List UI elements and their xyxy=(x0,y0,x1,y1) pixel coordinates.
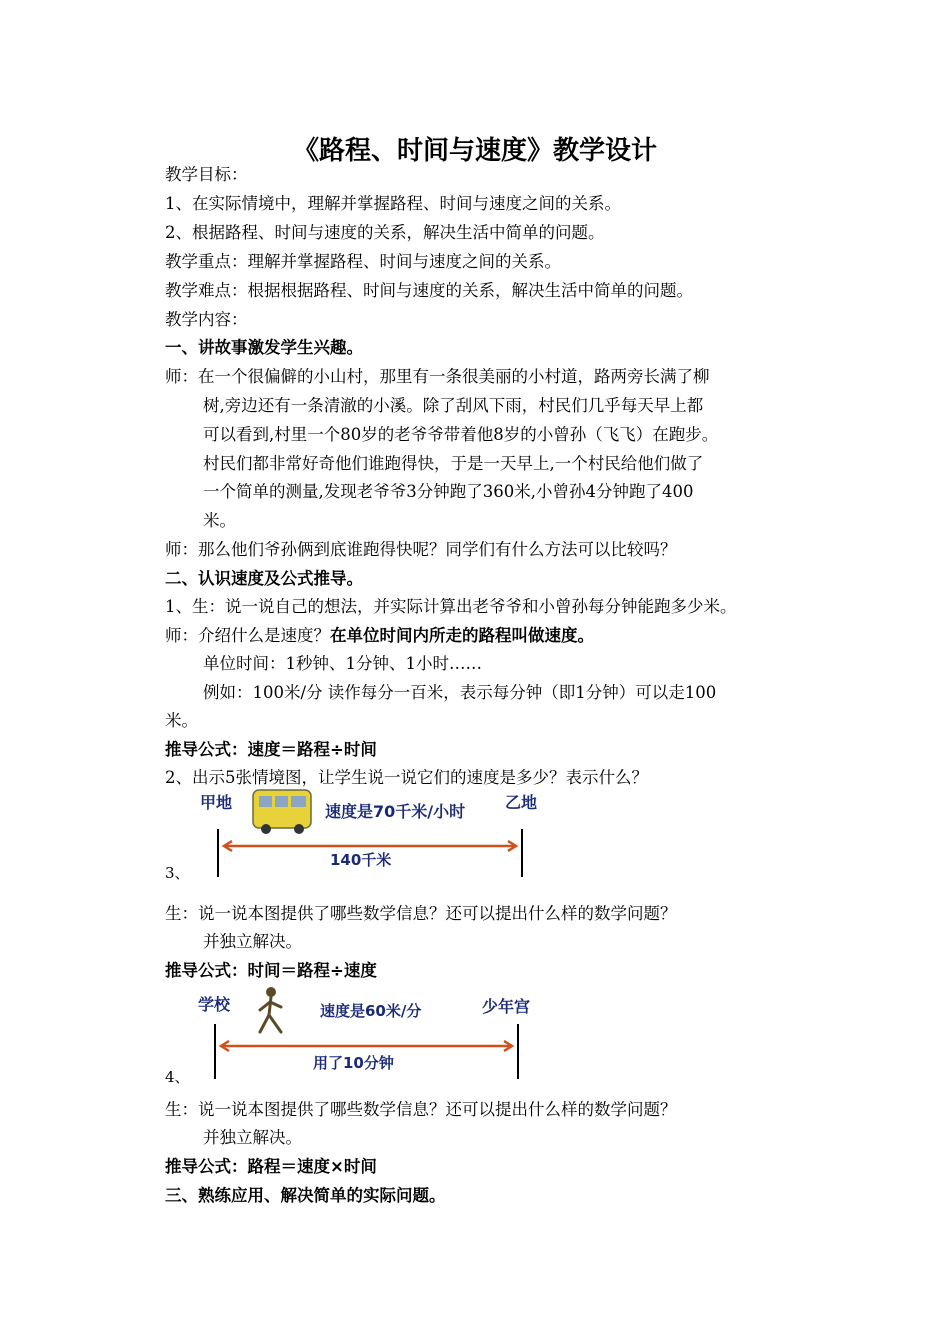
section-1-heading: 一、讲故事激发学生兴趣。 xyxy=(165,338,363,357)
student-prompt-1a: 生：说一说本图提供了哪些数学信息？还可以提出什么样的数学问题？ xyxy=(165,904,677,923)
page-title: 《路程、时间与速度》教学设计 xyxy=(292,136,657,166)
story-line-2: 树,旁边还有一条清澈的小溪。除了刮风下雨，村民们几乎每天早上都 xyxy=(203,396,704,415)
goal-1: 1、在实际情境中，理解并掌握路程、时间与速度之间的关系。 xyxy=(165,194,621,213)
formula-speed: 推导公式：速度＝路程÷时间 xyxy=(165,740,377,759)
diagram2-start-label: 学校 xyxy=(198,995,231,1014)
story-line-1: 师：在一个很偏僻的小山村，那里有一条很美丽的小村道，路两旁长满了柳 xyxy=(165,367,710,386)
diagram1-end-label: 乙地 xyxy=(505,793,538,812)
diagram-walk xyxy=(180,982,560,1082)
diagram2-speed-label: 速度是60米/分 xyxy=(320,1002,422,1020)
story-line-3: 可以看到,村里一个80岁的老爷爷带着他8岁的小曾孙（飞飞）在跑步。 xyxy=(203,425,719,444)
student-prompt-2b: 并独立解决。 xyxy=(203,1128,302,1147)
content-heading: 教学内容： xyxy=(165,310,248,329)
speed-intro xyxy=(165,625,594,647)
item-3-number: 3、 xyxy=(165,864,190,882)
speed-definition: 在单位时间内所走的路程叫做速度。 xyxy=(330,626,594,645)
student-prompt-1b: 并独立解决。 xyxy=(203,932,302,951)
formula-distance: 推导公式：路程＝速度×时间 xyxy=(165,1157,377,1176)
formula-time: 推导公式：时间＝路程÷速度 xyxy=(165,961,377,980)
key-point: 教学重点：理解并掌握路程、时间与速度之间的关系。 xyxy=(165,252,561,271)
diagram1-distance-label: 140千米 xyxy=(330,851,392,869)
story-line-5: 一个简单的测量,发现老爷爷3分钟跑了360米,小曾孙4分钟跑了400 xyxy=(203,482,694,501)
speed-intro-prefix: 师：介绍什么是速度？ xyxy=(165,626,330,645)
student-prompt-2a: 生：说一说本图提供了哪些数学信息？还可以提出什么样的数学问题？ xyxy=(165,1100,677,1119)
diagram2-time-label: 用了10分钟 xyxy=(313,1054,394,1072)
diagram1-start-label: 甲地 xyxy=(200,793,233,812)
goal-2: 2、根据路程、时间与速度的关系，解决生活中简单的问题。 xyxy=(165,223,605,242)
story-line-4: 村民们都非常好奇他们谁跑得快，于是一天早上,一个村民给他们做了 xyxy=(203,454,704,473)
bus-icon xyxy=(253,790,311,834)
section-2-heading: 二、认识速度及公式推导。 xyxy=(165,569,363,588)
teacher-question: 师：那么他们爷孙俩到底谁跑得快呢？同学们有什么方法可以比较吗？ xyxy=(165,540,677,559)
goals-heading: 教学目标： xyxy=(165,165,248,184)
walking-person-icon xyxy=(260,987,281,1032)
diagram1-speed-label: 速度是70千米/小时 xyxy=(325,802,466,821)
item-1: 1、生：说一说自己的想法，并实际计算出老爷爷和小曾孙每分钟能跑多少米。 xyxy=(165,597,737,616)
example-line-1: 例如：100米/分 读作每分一百米，表示每分钟（即1分钟）可以走100 xyxy=(203,683,717,702)
example-line-2: 米。 xyxy=(165,711,198,730)
diagram-bus-trip xyxy=(180,784,560,884)
unit-time: 单位时间：1秒钟、1分钟、1小时…… xyxy=(203,654,482,673)
section-3-heading: 三、熟练应用、解决简单的实际问题。 xyxy=(165,1186,446,1205)
item-2: 2、出示5张情境图，让学生说一说它们的速度是多少？表示什么？ xyxy=(165,768,648,787)
diagram2-end-label: 少年宫 xyxy=(482,997,531,1016)
difficulty: 教学难点：根据根据路程、时间与速度的关系，解决生活中简单的问题。 xyxy=(165,281,693,300)
story-line-6: 米。 xyxy=(203,511,236,530)
item-4-number: 4、 xyxy=(165,1068,190,1086)
